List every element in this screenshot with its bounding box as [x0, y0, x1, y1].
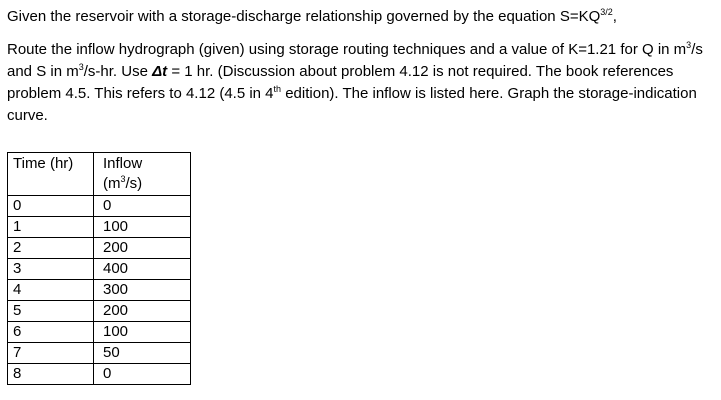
- table-row: [8, 217, 191, 238]
- cell-time: 2: [8, 238, 94, 259]
- header-inflow-unit-b: /s): [125, 175, 143, 192]
- instructions-part-c: /s-hr. Use: [83, 63, 153, 80]
- unit-superscript: 3: [78, 62, 84, 72]
- cell-inflow: 200: [94, 301, 191, 322]
- cell-inflow: 0: [94, 364, 191, 385]
- header-time: Time (hr): [8, 153, 94, 196]
- cell-time: 8: [8, 364, 94, 385]
- table-row: [8, 322, 191, 343]
- header-inflow-unit-sup: 3: [120, 174, 126, 184]
- table-row: [8, 364, 191, 385]
- cell-time: 0: [8, 196, 94, 217]
- instructions-part-d: = 1 hr. (Discussion about problem 4.12 is not required. The book references problem 4.5. This refers to 4.12 (4.5 in 4: [7, 63, 674, 102]
- table-row: [8, 259, 191, 280]
- cell-inflow: 50: [94, 343, 191, 364]
- cell-inflow: 200: [94, 238, 191, 259]
- cell-inflow: 400: [94, 259, 191, 280]
- problem-statement: [7, 6, 713, 127]
- cell-time: 6: [8, 322, 94, 343]
- instructions-part-b: /s and S in m: [7, 41, 703, 80]
- cell-time: 4: [8, 280, 94, 301]
- problem-intro-line: [7, 6, 713, 28]
- intro-text: Given the reservoir with a storage-discharge relationship governed by the equation S=KQ: [7, 8, 601, 25]
- edition-superscript: th: [273, 84, 282, 94]
- intro-exponent: 3/2: [600, 7, 613, 17]
- header-inflow: [94, 153, 191, 196]
- cell-time: 1: [8, 217, 94, 238]
- table-row: [8, 343, 191, 364]
- cell-time: 3: [8, 259, 94, 280]
- table-row: [8, 238, 191, 259]
- table-row: [8, 280, 191, 301]
- cell-inflow: 0: [94, 196, 191, 217]
- table-row: [8, 301, 191, 322]
- delta-t-symbol: Δt: [152, 63, 168, 80]
- cell-inflow: 100: [94, 217, 191, 238]
- table-header-row: [8, 153, 191, 196]
- cell-time: 5: [8, 301, 94, 322]
- inflow-table: [7, 152, 191, 385]
- cell-inflow: 100: [94, 322, 191, 343]
- intro-end: ,: [612, 8, 617, 25]
- header-inflow-unit-a: (m: [103, 175, 121, 192]
- unit-superscript: 3: [686, 40, 692, 50]
- table-row: [8, 196, 191, 217]
- problem-instructions: [7, 39, 713, 127]
- cell-inflow: 300: [94, 280, 191, 301]
- cell-time: 7: [8, 343, 94, 364]
- instructions-part-a: Route the inflow hydrograph (given) using storage routing techniques and a value of K=1.21 for Q in m: [7, 41, 687, 58]
- instructions-part-e: edition). The inflow is listed here. Graph the storage-indication curve.: [7, 85, 697, 124]
- header-inflow-label: Inflow: [103, 155, 143, 172]
